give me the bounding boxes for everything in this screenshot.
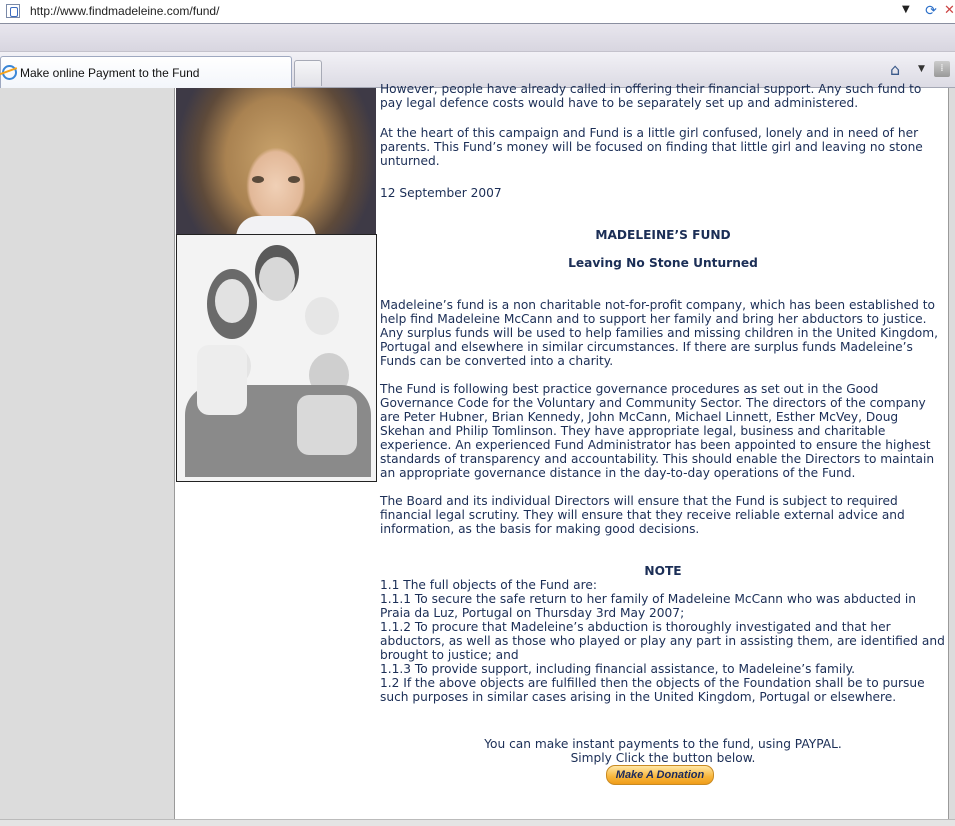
tab-active[interactable] (0, 56, 292, 88)
home-icon[interactable]: ⌂ (890, 60, 901, 79)
note-line: 1.2 If the above objects are fulfilled then the objects of the Foundation shall be to pursue such purposes in similar cases arising in the United Kingdom, Portugal or elsewhere. (380, 676, 925, 704)
note-line: 1.1.1 To secure the safe return to her family of Madeleine McCann who was abducted in Praia da Luz, Portugal on Thursday 3rd May 2007; (380, 592, 916, 620)
photo-mother-face (215, 279, 249, 323)
note-line: 1.1.2 To procure that Madeleine’s abduction is thoroughly investigated and that her abductors, as well as those who played or play any part in assisting them, are identified and brought to justice; and (380, 620, 945, 662)
note-title: NOTE (644, 564, 682, 578)
intro-cut-text: However, people have already called in offering their financial support. Any such fund to pay legal defence costs would have to be separately set up and administered. (380, 82, 922, 110)
family-photo (176, 234, 377, 482)
address-bar (0, 0, 955, 24)
paragraph-2: The Fund is following best practice governance procedures as set out in the Good Governance Code for the Voluntary and Community Sector. The directors of the company are Peter Hubner, Brian Kennedy, John McCann, Michael Linnett, Esther McVey, Doug Skehan and Philip Tomlinson. They have appropriate legal, business and charitable experience. An experienced Fund Administrator has been appointed to ensure the highest standards of transparency and accountability. This should enable the Directors to maintain an appropriate governance distance in the day-to-day operations of the Fund. (380, 382, 935, 480)
page-content (174, 82, 949, 820)
fund-subtitle: Leaving No Stone Unturned (568, 256, 758, 270)
toolbar-strip (0, 24, 955, 52)
home-dropdown-icon[interactable]: ▼ (918, 64, 925, 74)
note-line: 1.1.3 To provide support, including financial assistance, to Madeleine’s family. (380, 662, 856, 676)
feeds-icon[interactable]: ⁞ (934, 61, 950, 77)
note-list (380, 578, 946, 704)
stop-icon[interactable]: ✕ (944, 3, 955, 18)
tab-title: Make online Payment to the Fund (20, 66, 200, 80)
photo-mother-top (197, 345, 247, 415)
refresh-icon[interactable]: ⟳ (925, 3, 937, 19)
intro-paragraph: At the heart of this campaign and Fund is a little girl confused, lonely and in need of her parents. This Fund’s money will be focused on finding that little girl and leaving no stone unturned. (380, 126, 923, 168)
bottom-edge (0, 819, 955, 826)
photo-baby-right (305, 297, 339, 335)
donate-button[interactable]: Make A Donation (606, 765, 714, 785)
photo-girl-top (297, 395, 357, 455)
photo-eye-right (288, 176, 300, 183)
photo-father-face (259, 257, 295, 301)
left-margin (0, 88, 174, 826)
paypal-text-1: You can make instant payments to the fund, using PAYPAL. (484, 737, 842, 751)
paypal-text-2: Simply Click the button below. (570, 751, 756, 765)
fund-title: MADELEINE’S FUND (595, 228, 731, 242)
madeleine-photo (176, 88, 376, 234)
right-margin (948, 88, 955, 826)
photo-eye-left (252, 176, 264, 183)
page-icon (6, 4, 20, 18)
ie-icon (2, 65, 17, 80)
paragraph-3: The Board and its individual Directors will ensure that the Fund is subject to required financial legal scrutiny. They will ensure that they receive reliable external advice and information, as the basis for making good decisions. (380, 494, 905, 536)
url-dropdown-icon[interactable]: ▼ (902, 4, 910, 15)
paragraph-1: Madeleine’s fund is a non charitable not-for-profit company, which has been established to help find Madeleine McCann and to support her family and bring her abductors to justice. Any surplus funds will be used to help families and missing children in the United Kingdom, Portugal and elsewhere in similar circumstances. If there are surplus funds Madeleine’s Funds can be converted into a charity. (380, 298, 938, 368)
url-field[interactable]: http://www.findmadeleine.com/fund/ (30, 4, 220, 18)
note-line: 1.1 The full objects of the Fund are: (380, 578, 597, 592)
date-text: 12 September 2007 (380, 186, 502, 200)
new-tab-button[interactable] (294, 60, 322, 86)
